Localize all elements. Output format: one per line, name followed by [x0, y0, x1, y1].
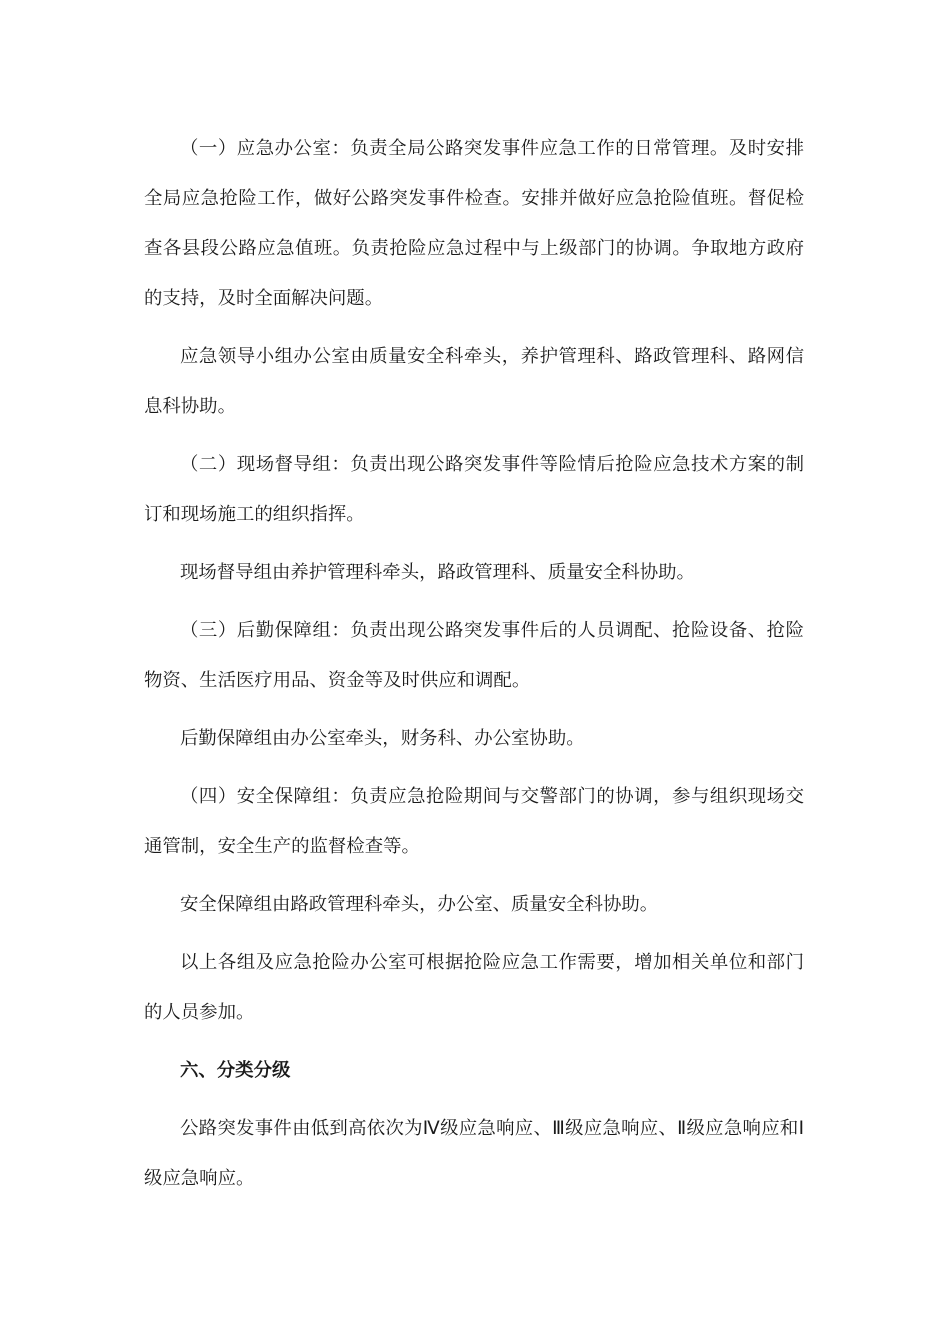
paragraph-emergency-office: （一）应急办公室：负责全局公路突发事件应急工作的日常管理。及时安排全局应急抢险工作，做好公路突发事件检查。安排并做好应急抢险值班。督促检查各县段公路应急值班。负责抢险应急过程中与上级部门的协调。争取地方政府的支持，及时全面解决问题。 [144, 138, 804, 309]
document-body [144, 124, 804, 1212]
paragraph-logistics-lead: 后勤保障组由办公室牵头，财务科、办公室协助。 [180, 728, 585, 749]
paragraph-safety-lead: 安全保障组由路政管理科牵头，办公室、质量安全科协助。 [180, 894, 659, 915]
paragraph-office-lead: 应急领导小组办公室由质量安全科牵头，养护管理科、路政管理科、路网信息科协助。 [144, 346, 804, 417]
paragraph-response-levels: 公路突发事件由低到高依次为Ⅳ级应急响应、Ⅲ级应急响应、Ⅱ级应急响应和Ⅰ级应急响应。 [144, 1118, 804, 1189]
paragraph-additional-members: 以上各组及应急抢险办公室可根据抢险应急工作需要，增加相关单位和部门的人员参加。 [144, 952, 804, 1023]
paragraph-logistics: （三）后勤保障组：负责出现公路突发事件后的人员调配、抢险设备、抢险物资、生活医疗用品、资金等及时供应和调配。 [144, 620, 804, 691]
paragraph-site-supervision-lead: 现场督导组由养护管理科牵头，路政管理科、质量安全科协助。 [180, 562, 695, 583]
paragraph-safety: （四）安全保障组：负责应急抢险期间与交警部门的协调，参与组织现场交通管制，安全生产的监督检查等。 [144, 786, 804, 857]
section-heading-classification: 六、分类分级 [180, 1060, 291, 1081]
paragraph-site-supervision: （二）现场督导组：负责出现公路突发事件等险情后抢险应急技术方案的制订和现场施工的组织指挥。 [144, 454, 804, 525]
